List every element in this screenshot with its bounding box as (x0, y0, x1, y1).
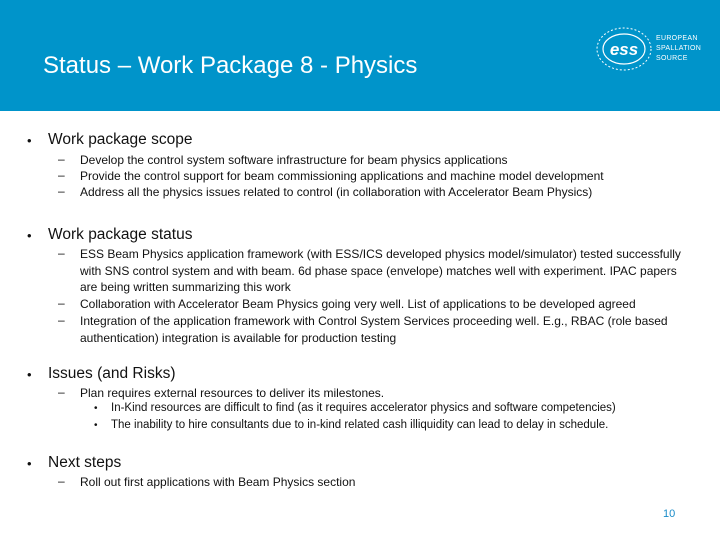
section-heading: Work package scope (48, 131, 193, 148)
section-heading: Work package status (48, 226, 193, 243)
dash-icon: – (58, 474, 65, 488)
dash-icon: – (58, 168, 65, 182)
list-item: Develop the control system software infrastructure for beam physics applications (80, 153, 508, 167)
logo-line: SOURCE (656, 55, 688, 62)
bullet-icon: • (27, 228, 32, 243)
list-subitem: The inability to hire consultants due to in-kind related cash illiquidity can lead to delay in schedule. (111, 419, 609, 431)
dash-icon: – (58, 296, 65, 310)
svg-text:ess: ess (609, 40, 639, 59)
bullet-icon: • (27, 367, 32, 382)
slide-title: Status – Work Package 8 - Physics (43, 52, 418, 79)
list-item: Address all the physics issues related to control (in collaboration with Accelerator Beam Physics) (80, 185, 593, 199)
dash-icon: – (58, 313, 65, 327)
dash-icon: – (58, 152, 65, 166)
bullet-icon: • (27, 456, 32, 471)
logo-line: SPALLATION (656, 45, 702, 52)
section-heading: Issues (and Risks) (48, 365, 176, 382)
list-item: Plan requires external resources to deliver its milestones. (80, 386, 385, 400)
page-number: 10 (663, 508, 676, 520)
sub-bullet-icon: • (94, 403, 98, 414)
list-item: Integration of the application framework with Control System Services proceeding well. E.g., RBAC (role based authentication) integration is available for production testing (80, 314, 668, 345)
logo-line: EUROPEAN (656, 35, 698, 42)
dash-icon: – (58, 246, 65, 260)
sub-bullet-icon: • (94, 420, 98, 431)
list-item: ESS Beam Physics application framework (with ESS/ICS developed physics model/simulator) tested successfully with SNS control system and with beam. 6d phase space (envelope) matches well with experiment. IPAC papers are being written summarizing this work (80, 247, 681, 294)
list-item: Roll out first applications with Beam Physics section (80, 475, 356, 489)
section-heading: Next steps (48, 454, 122, 471)
list-subitem: In-Kind resources are difficult to find (as it requires accelerator physics and software competencies) (111, 402, 616, 414)
bullet-icon: • (27, 133, 32, 148)
list-item: Collaboration with Accelerator Beam Physics going very well. List of applications to be developed agreed (80, 297, 636, 311)
list-item: Provide the control support for beam commissioning applications and machine model development (80, 169, 604, 183)
dash-icon: – (58, 184, 65, 198)
dash-icon: – (58, 385, 65, 399)
